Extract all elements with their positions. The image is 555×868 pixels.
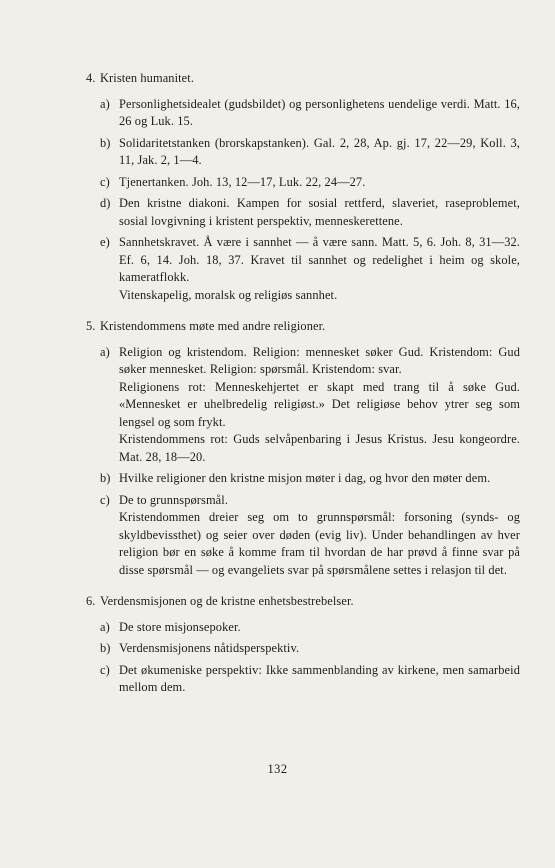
- section-number: 5.: [86, 319, 96, 333]
- item-body: [119, 234, 520, 304]
- page-number: 132: [267, 762, 288, 776]
- section: [86, 70, 520, 308]
- item-label: b): [100, 641, 111, 655]
- section: [86, 318, 520, 583]
- item-label: b): [100, 135, 111, 150]
- item-paragraph: Verdensmisjonens nåtidsperspektiv.: [119, 641, 300, 655]
- item-body: [119, 470, 520, 488]
- list-item: [100, 195, 520, 230]
- list-item: [100, 470, 520, 488]
- list-item: [100, 234, 520, 304]
- item-label: a): [100, 96, 110, 111]
- item-body: [119, 662, 520, 697]
- section-number: 4.: [86, 71, 96, 85]
- item-body: [119, 174, 520, 192]
- item-body: [119, 195, 520, 230]
- item-label: c): [100, 174, 110, 189]
- item-body: [119, 492, 520, 580]
- item-label: b): [100, 471, 111, 485]
- item-paragraph: Kristendommen dreier seg om to grunnspørsmål: forsoning (synds- og skyldbevissthet) og seier over døden (evig liv). Under behandlingen av hver religion bør en søke å komme fram til hvordan de har prøvd å finne svar på disse spørsmål — og evangeliets svar på spørsmålene settes i relasjon til det.: [119, 510, 520, 577]
- item-paragraph: Solidaritetstanken (brorskapstanken). Gal. 2, 28, Ap. gj. 17, 22—29, Koll. 3, 11, Jak. 2, 1—4.: [119, 135, 520, 167]
- list-item: [100, 135, 520, 170]
- list-item: [100, 640, 520, 658]
- item-paragraph: Kristendommens rot: Guds selvåpenbaring i Jesus Kristus. Jesu kongeordre. Mat. 28, 18—20.: [119, 432, 520, 464]
- list-item: [100, 174, 520, 192]
- section-title: Verdensmisjonen og de kristne enhetsbestrebelser.: [100, 594, 354, 608]
- list-item: [100, 619, 520, 637]
- page-content: [86, 70, 520, 701]
- item-paragraph: Den kristne diakoni. Kampen for sosial rettferd, slaveriet, raseproblemet, sosial lovgivning i kristent perspektiv, menneskerettene.: [119, 196, 520, 228]
- list-item: [100, 662, 520, 697]
- section-body: [100, 318, 520, 583]
- item-body: [119, 135, 520, 170]
- item-paragraph: Personlighetsidealet (gudsbildet) og personlighetens uendelige verdi. Matt. 16, 26 og Luk. 15.: [119, 96, 520, 128]
- item-body: [119, 640, 520, 658]
- section-body: [100, 593, 520, 701]
- item-paragraph: De to grunnspørsmål.: [119, 492, 229, 507]
- list-item: [100, 96, 520, 131]
- item-paragraph: Vitenskapelig, moralsk og religiøs sannhet.: [119, 287, 338, 302]
- item-paragraph: Det økumeniske perspektiv: Ikke sammenblanding av kirkene, men samarbeid mellom dem.: [119, 662, 520, 694]
- item-label: c): [100, 662, 110, 677]
- item-label: c): [100, 492, 110, 507]
- list-item: [100, 344, 520, 467]
- item-label: a): [100, 619, 110, 634]
- item-label: d): [100, 196, 111, 210]
- section-number: 6.: [86, 594, 96, 608]
- section-body: [100, 70, 520, 308]
- item-body: [119, 619, 520, 637]
- item-paragraph: De store misjonsepoker.: [119, 619, 241, 634]
- section-title: Kristendommens møte med andre religioner.: [100, 319, 326, 333]
- section-title: Kristen humanitet.: [100, 71, 195, 85]
- item-paragraph: Tjenertanken. Joh. 13, 12—17, Luk. 22, 24—27.: [119, 174, 366, 189]
- item-label: e): [100, 235, 110, 249]
- item-body: [119, 344, 520, 467]
- item-paragraph: Religion og kristendom. Religion: mennesket søker Gud. Kristendom: Gud søker mennesket. Religion: spørsmål. Kristendom: svar.: [119, 344, 520, 376]
- item-body: [119, 96, 520, 131]
- item-paragraph: Religionens rot: Menneskehjertet er skapt med trang til å søke Gud. «Mennesket er uhelbredelig religiøst.» Det religiøse behov ytrer seg som lengsel og som frykt.: [119, 379, 520, 429]
- section: [86, 593, 520, 701]
- item-paragraph: Hvilke religioner den kristne misjon møter i dag, og hvor den møter dem.: [119, 471, 491, 485]
- list-item: [100, 492, 520, 580]
- item-paragraph: Sannhetskravet. Å være i sannhet — å være sann. Matt. 5, 6. Joh. 8, 31—32. Ef. 6, 14. Joh. 18, 37. Kravet til sannhet og redelighet i heim og skole, kameratflokk.: [119, 235, 520, 284]
- item-label: a): [100, 344, 110, 359]
